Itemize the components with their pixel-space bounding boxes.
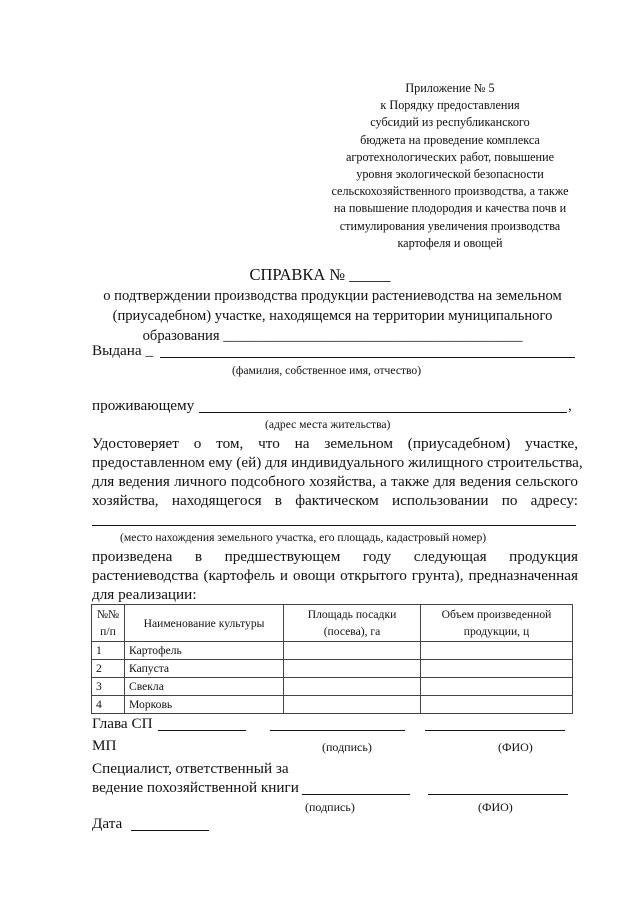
specialist-label-2: ведение похозяйственной книги bbox=[92, 779, 299, 796]
body-paragraph-2 bbox=[92, 547, 578, 604]
residing-fill-line[interactable] bbox=[199, 412, 567, 413]
document-title: СПРАВКА № _____ bbox=[249, 265, 391, 284]
row-crop: Свекла bbox=[125, 678, 284, 696]
head-label: Глава СП bbox=[92, 715, 153, 732]
header-number-line: п/п bbox=[100, 625, 116, 638]
row-volume-cell[interactable] bbox=[421, 642, 573, 660]
specialist-fio-caption: (ФИО) bbox=[478, 800, 513, 814]
subtitle-line: образования _________________________________________ bbox=[142, 328, 523, 344]
row-area-cell[interactable] bbox=[284, 660, 421, 678]
row-crop: Картофель bbox=[125, 642, 284, 660]
body-line: предоставленном ему (ей) для индивидуального жилищного строительства, bbox=[92, 454, 583, 471]
issued-label: Выдана _ bbox=[92, 342, 154, 359]
issued-fill-line[interactable] bbox=[160, 357, 575, 358]
table-header-row bbox=[92, 605, 573, 642]
header-area bbox=[284, 605, 421, 642]
annex-block bbox=[300, 80, 600, 252]
specialist-signature-caption: (подпись) bbox=[305, 800, 355, 814]
row-number: 2 bbox=[92, 660, 125, 678]
row-volume-cell[interactable] bbox=[421, 660, 573, 678]
body-line: хозяйства, находящегося в фактическом использовании по адресу: bbox=[92, 492, 578, 509]
header-number-line: №№ bbox=[96, 608, 120, 621]
residing-label: проживающему bbox=[92, 397, 195, 414]
annex-line: агротехнологических работ, повышение bbox=[345, 149, 555, 164]
row-area-cell[interactable] bbox=[284, 678, 421, 696]
row-number: 1 bbox=[92, 642, 125, 660]
annex-line: на повышение плодородия и качества почв и bbox=[333, 201, 567, 216]
header-volume bbox=[421, 605, 573, 642]
annex-line: картофеля и овощей bbox=[397, 235, 503, 250]
subtitle-line: о подтверждении производства продукции растениеводства на земельном bbox=[103, 288, 562, 304]
row-area-cell[interactable] bbox=[284, 642, 421, 660]
body-line: произведена в предшествующем году следующая продукция bbox=[92, 548, 578, 565]
header-area-line: Площадь посадки bbox=[307, 608, 397, 621]
annex-line: к Порядку предоставления bbox=[380, 98, 520, 113]
body-line: для реализации: bbox=[92, 586, 197, 603]
fio-caption: (ФИО) bbox=[498, 740, 533, 754]
address-fill-line[interactable] bbox=[92, 525, 576, 526]
annex-line: стимулирования увеличения производства bbox=[339, 218, 561, 233]
annex-line: бюджета на проведение комплекса bbox=[360, 132, 540, 147]
row-area-cell[interactable] bbox=[284, 696, 421, 714]
annex-line: Приложение № 5 bbox=[405, 81, 495, 95]
header-area-line: (посева), га bbox=[323, 625, 381, 638]
annex-line: сельскохозяйственного производства, а также bbox=[331, 184, 569, 199]
date-fill-line[interactable] bbox=[131, 830, 209, 831]
row-number: 4 bbox=[92, 696, 125, 714]
crops-table bbox=[91, 604, 573, 714]
header-volume-line: продукции, ц bbox=[463, 625, 530, 638]
body-paragraph bbox=[92, 434, 583, 510]
head-signature-line[interactable] bbox=[270, 730, 405, 731]
header-crop-name: Наименование культуры bbox=[125, 605, 284, 642]
body-line: растениеводства (картофель и овощи открытого грунта), предназначенная bbox=[92, 567, 578, 584]
date-label: Дата bbox=[92, 815, 123, 832]
row-volume-cell[interactable] bbox=[421, 678, 573, 696]
table-row bbox=[92, 642, 573, 660]
body-line: Удостоверяет о том, что на земельном (приусадебном) участке, bbox=[92, 435, 578, 452]
header-volume-line: Объем произведенной bbox=[441, 608, 552, 621]
annex-line: уровня экологической безопасности bbox=[356, 167, 544, 182]
table-row bbox=[92, 660, 573, 678]
table-row bbox=[92, 696, 573, 714]
document-subtitle bbox=[85, 286, 580, 346]
annex-line: субсидий из республиканского bbox=[370, 115, 530, 130]
signature-caption: (подпись) bbox=[322, 740, 372, 754]
row-crop: Морковь bbox=[125, 696, 284, 714]
specialist-fio-line[interactable] bbox=[428, 794, 568, 795]
head-date-line[interactable] bbox=[158, 730, 246, 731]
row-volume-cell[interactable] bbox=[421, 696, 573, 714]
table-row bbox=[92, 678, 573, 696]
row-crop: Капуста bbox=[125, 660, 284, 678]
residing-end: , bbox=[568, 397, 572, 414]
specialist-label: Специалист, ответственный за bbox=[92, 760, 289, 777]
specialist-signature-line[interactable] bbox=[302, 794, 410, 795]
head-fio-line[interactable] bbox=[425, 730, 565, 731]
address-caption: (место нахождения земельного участка, его площадь, кадастровый номер) bbox=[120, 531, 487, 544]
issued-caption: (фамилия, собственное имя, отчество) bbox=[232, 364, 422, 377]
body-line: для ведения личного подсобного хозяйства, а также для ведения сельского bbox=[92, 473, 578, 490]
residing-caption: (адрес места жительства) bbox=[265, 418, 391, 431]
stamp-label: МП bbox=[92, 737, 117, 754]
row-number: 3 bbox=[92, 678, 125, 696]
header-number bbox=[92, 605, 125, 642]
subtitle-line: (приусадебном) участке, находящемся на территории муниципального bbox=[112, 308, 553, 324]
